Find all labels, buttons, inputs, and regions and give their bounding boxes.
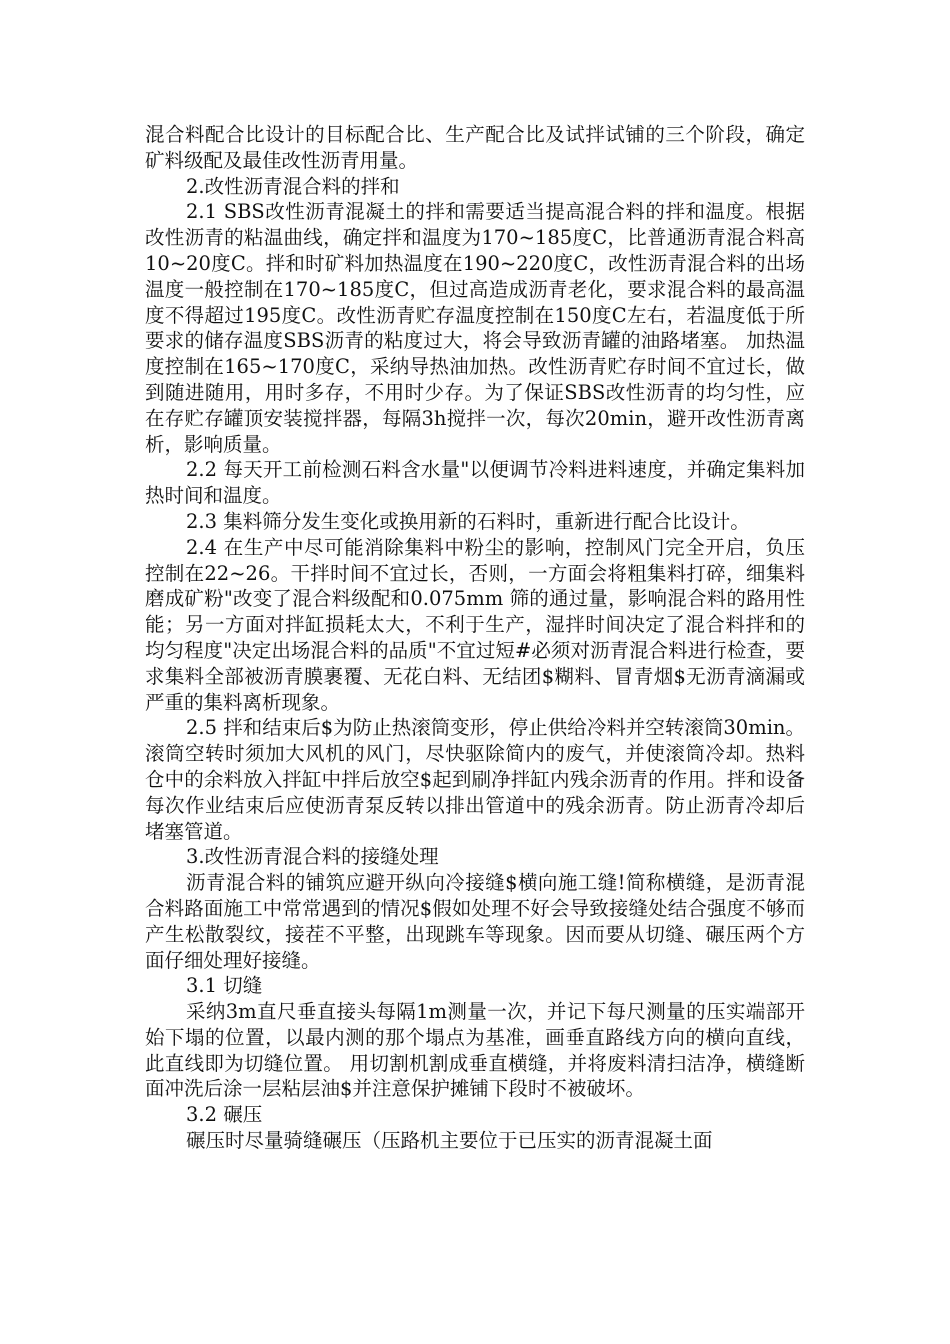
heading-3-1: 3.1 切缝	[186, 974, 263, 998]
paragraph-2-1: 2.1 SBS改性沥青混凝土的拌和需要适当提高混合料的拌和温度。根据改性沥青的粘温曲线，确定拌和温度为170~185度C，比普通沥青混合料高10~20度C。拌和时矿料加热温度在190~220度C，改性沥青混合料的出场温度一般控制在170~185度C，但过高造成沥青老化，要求混合料的最高温度不得超过195度C。改性沥青贮存温度控制在150度C左右，若温度低于所要求的储存温度SBS沥青的粘度过大，将会导致沥青罐的油路堵塞。 加热温度控制在165~170度C，采纳导热油加热。改性沥青贮存时间不宜过长，做到随进随用，用时多存，不用时少存。为了保证SBS改性沥青的均匀性，应在存贮存罐顶安装搅拌器，每隔3h搅拌一次，每次20min，避开改性沥青离析，影响质量。	[145, 200, 805, 456]
paragraph-intro: 混合料配合比设计的目标配合比、生产配合比及试拌试铺的三个阶段，确定矿料级配及最佳改性沥青用量。	[145, 123, 805, 172]
paragraph-2-5: 2.5 拌和结束后$为防止热滚筒变形，停止供给冷料并空转滚筒30min。滚筒空转时须加大风机的风门，尽快驱除简内的废气，并使滚筒冷却。热料仓中的余料放入拌缸中拌后放空$起到刷净拌缸内残余沥青的作用。拌和设备每次作业结束后应使沥青泵反转以排出管道中的残余沥青。防止沥青冷却后堵塞管道。	[145, 716, 805, 843]
heading-joint: 3.改性沥青混合料的接缝处理	[186, 845, 439, 869]
paragraph-2-2: 2.2 每天开工前检测石料含水量"以便调节冷料进料速度，并确定集料加热时间和温度。	[145, 458, 805, 508]
paragraph-2-4: 2.4 在生产中尽可能消除集料中粉尘的影响，控制风门完全开启，负压控制在22~26。干拌时间不宜过长，否则，一方面会将粗集料打碎，细集料磨成矿粉"改变了混合料级配和0.075mm 筛的通过量，影响混合料的路用性能；另一方面对拌缸损耗太大，不利于生产，湿拌时间决定了混合料拌和的均匀程度"决定出场混合料的品质"不宜过短#必须对沥青混合料进行检查，要求集料全部被沥青膜裹覆、无花白料、无结团$糊料、冒青烟$无沥青滴漏或严重的集料离析现象。	[145, 535, 805, 714]
heading-mixing: 2.改性沥青混合料的拌和	[186, 174, 400, 198]
paragraph-3-1: 采纳3m直尺垂直接头每隔1m测量一次，并记下每尺测量的压实端部开始下塌的位置，以最内测的那个塌点为基准，画垂直路线方向的横向直线，此直线即为切缝位置。 用切割机割成垂直横缝，并将废料清扫洁净，横缝断面冲洗后涂一层粘层油$并注意保护摊铺下段时不被破坏。	[145, 1000, 805, 1101]
paragraph-2-3: 2.3 集料筛分发生变化或换用新的石料时，重新进行配合比设计。	[186, 509, 750, 533]
paragraph-3-2: 碾压时尽量骑缝碾压（压路机主要位于已压实的沥青混凝土面	[186, 1129, 713, 1153]
document-page	[145, 122, 805, 1154]
paragraph-joint-intro: 沥青混合料的铺筑应避开纵向冷接缝$横向施工缝!简称横缝，是沥青混合料路面施工中常常遇到的情况$假如处理不好会导致接缝处结合强度不够而产生松散裂纹，接茬不平整，出现跳车等现象。因而要从切缝、碾压两个方面仔细处理好接缝。	[145, 871, 805, 972]
heading-3-2: 3.2 碾压	[186, 1103, 263, 1127]
